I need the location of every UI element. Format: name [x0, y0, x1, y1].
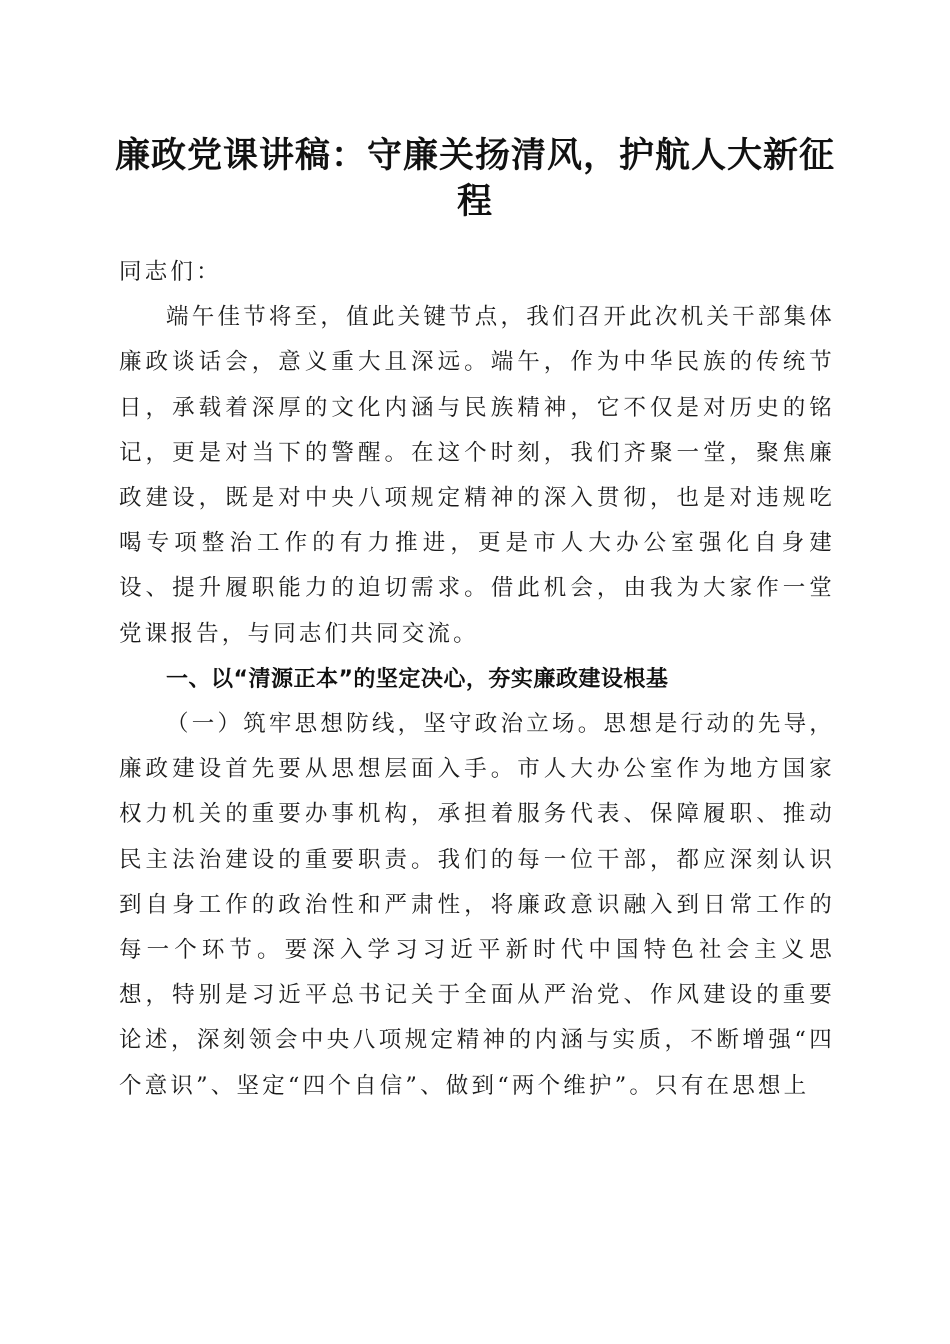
intro-paragraph: 端午佳节将至，值此关键节点，我们召开此次机关干部集体廉政谈话会，意义重大且深远。端午，作为中华民族的传统节日，承载着深厚的文化内涵与民族精神，它不仅是对历史的铭记，更是对当下的警醒。在这个时刻，我们齐聚一堂，聚焦廉政建设，既是对中央八项规定精神的深入贯彻，也是对违规吃喝专项整治工作的有力推进，更是市人大办公室强化自身建设、提升履职能力的迫切需求。借此机会，由我为大家作一堂党课报告，与同志们共同交流。	[119, 304, 835, 647]
section-heading: 一、以“清源正本”的坚定决心，夯实廉政建设根基	[166, 666, 669, 692]
section-paragraph: （一）筑牢思想防线，坚守政治立场。思想是行动的先导，廉政建设首先要从思想层面入手。市人大办公室作为地方国家权力机关的重要办事机构，承担着服务代表、保障履职、推动民主法治建设的重要职责。我们的每一位干部，都应深刻认识到自身工作的政治性和严肃性，将廉政意识融入到日常工作的每一个环节。要深入学习习近平新时代中国特色社会主义思想，特别是习近平总书记关于全面从严治党、作风建设的重要论述，深刻领会中央八项规定精神的内涵与实质，不断增强“四个意识”、坚定“四个自信”、做到“两个维护”。只有在思想上	[119, 711, 835, 1099]
salutation: 同志们：	[119, 259, 222, 285]
document-title: 廉政党课讲稿：守廉关扬清风，护航人大新征程	[114, 136, 835, 222]
document-body	[119, 250, 835, 1109]
